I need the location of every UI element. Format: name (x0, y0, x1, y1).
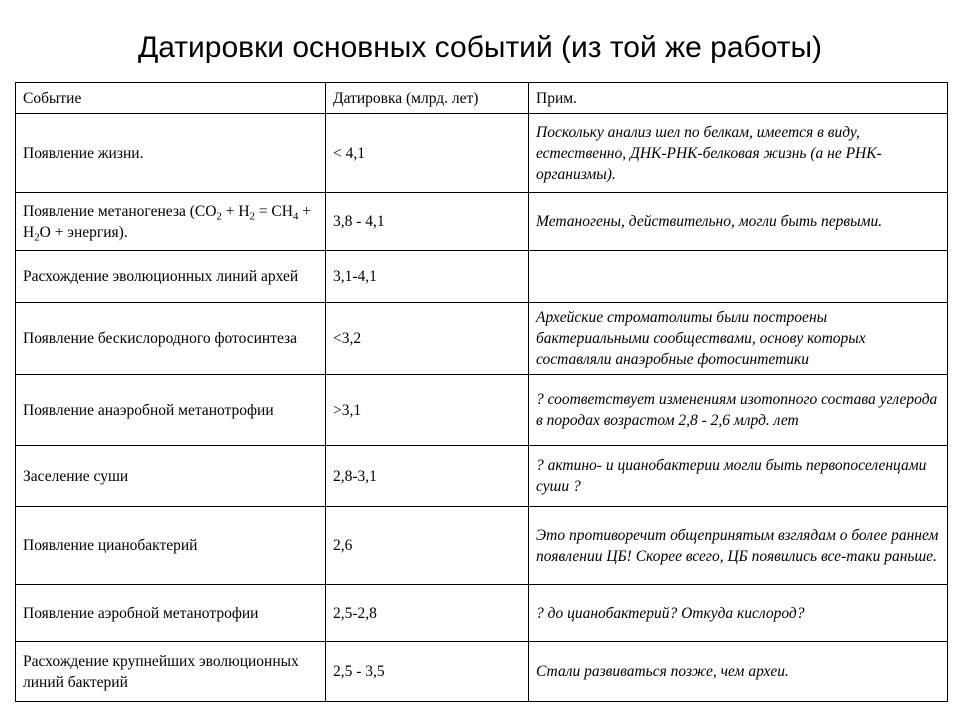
event-cell: Появление анаэробной метанотрофии (16, 375, 326, 446)
slide-title: Датировки основных событий (из той же работы) (137, 31, 823, 64)
subscript: 4 (292, 209, 299, 222)
note-cell: ? до цианобактерий? Откуда кислород? (529, 585, 948, 642)
event-text: + H (221, 202, 250, 220)
event-cell: Появление жизни. (16, 114, 326, 193)
event-text: O + энергия). (39, 223, 128, 241)
event-cell: Появление цианобактерий (16, 507, 326, 585)
table-row (16, 303, 948, 375)
table-row (16, 585, 948, 642)
dating-cell: 2,5-2,8 (326, 585, 529, 642)
note-cell (529, 251, 948, 303)
table-row (16, 193, 948, 251)
table-row (16, 251, 948, 303)
dating-cell: 2,8-3,1 (326, 446, 529, 507)
header-dating: Датировка (млрд. лет) (326, 83, 529, 114)
dating-cell: 3,8 - 4,1 (326, 193, 529, 251)
note-cell: Архейские строматолиты были построены бактериальными сообществами, основу которых составляли анаэробные фотосинтетики (529, 303, 948, 375)
note-cell: Метаногены, действительно, могли быть первыми. (529, 193, 948, 251)
header-note: Прим. (529, 83, 948, 114)
dating-cell: 2,5 - 3,5 (326, 642, 529, 702)
note-cell: ? соответствует изменениям изотопного состава углерода в породах возрастом 2,8 - 2,6 млрд. лет (529, 375, 948, 446)
event-cell: Расхождение крупнейших эволюционных линий бактерий (16, 642, 326, 702)
event-cell: Заселение суши (16, 446, 326, 507)
note-cell: ? актино- и цианобактерии могли быть первопоселенцами суши ? (529, 446, 948, 507)
dating-cell: 2,6 (326, 507, 529, 585)
table-row (16, 375, 948, 446)
table-header-row (16, 83, 948, 114)
subscript: 2 (34, 230, 40, 243)
event-cell (16, 193, 326, 251)
event-text: + H (23, 202, 312, 241)
event-text: Появление метаногенеза (CO (23, 202, 217, 220)
event-text: = CH (254, 202, 293, 220)
header-event: Событие (16, 83, 326, 114)
table-row (16, 507, 948, 585)
note-cell: Поскольку анализ шел по белкам, имеется в виду, естественно, ДНК-РНК-белковая жизнь (а не РНК-организмы). (529, 114, 948, 193)
event-cell: Появление аэробной метанотрофии (16, 585, 326, 642)
subscript: 2 (216, 209, 222, 222)
events-table (15, 82, 948, 702)
table-row (16, 446, 948, 507)
table-row (16, 114, 948, 193)
event-cell: Расхождение эволюционных линий архей (16, 251, 326, 303)
event-cell: Появление бескислородного фотосинтеза (16, 303, 326, 375)
dating-cell: < 4,1 (326, 114, 529, 193)
dating-cell: >3,1 (326, 375, 529, 446)
note-cell: Это противоречит общепринятым взглядам о более раннем появлении ЦБ! Скорее всего, ЦБ появились все-таки раньше. (529, 507, 948, 585)
dating-cell: 3,1-4,1 (326, 251, 529, 303)
table-row (16, 642, 948, 702)
note-cell: Стали развиваться позже, чем археи. (529, 642, 948, 702)
dating-cell: <3,2 (326, 303, 529, 375)
subscript: 2 (249, 209, 255, 222)
